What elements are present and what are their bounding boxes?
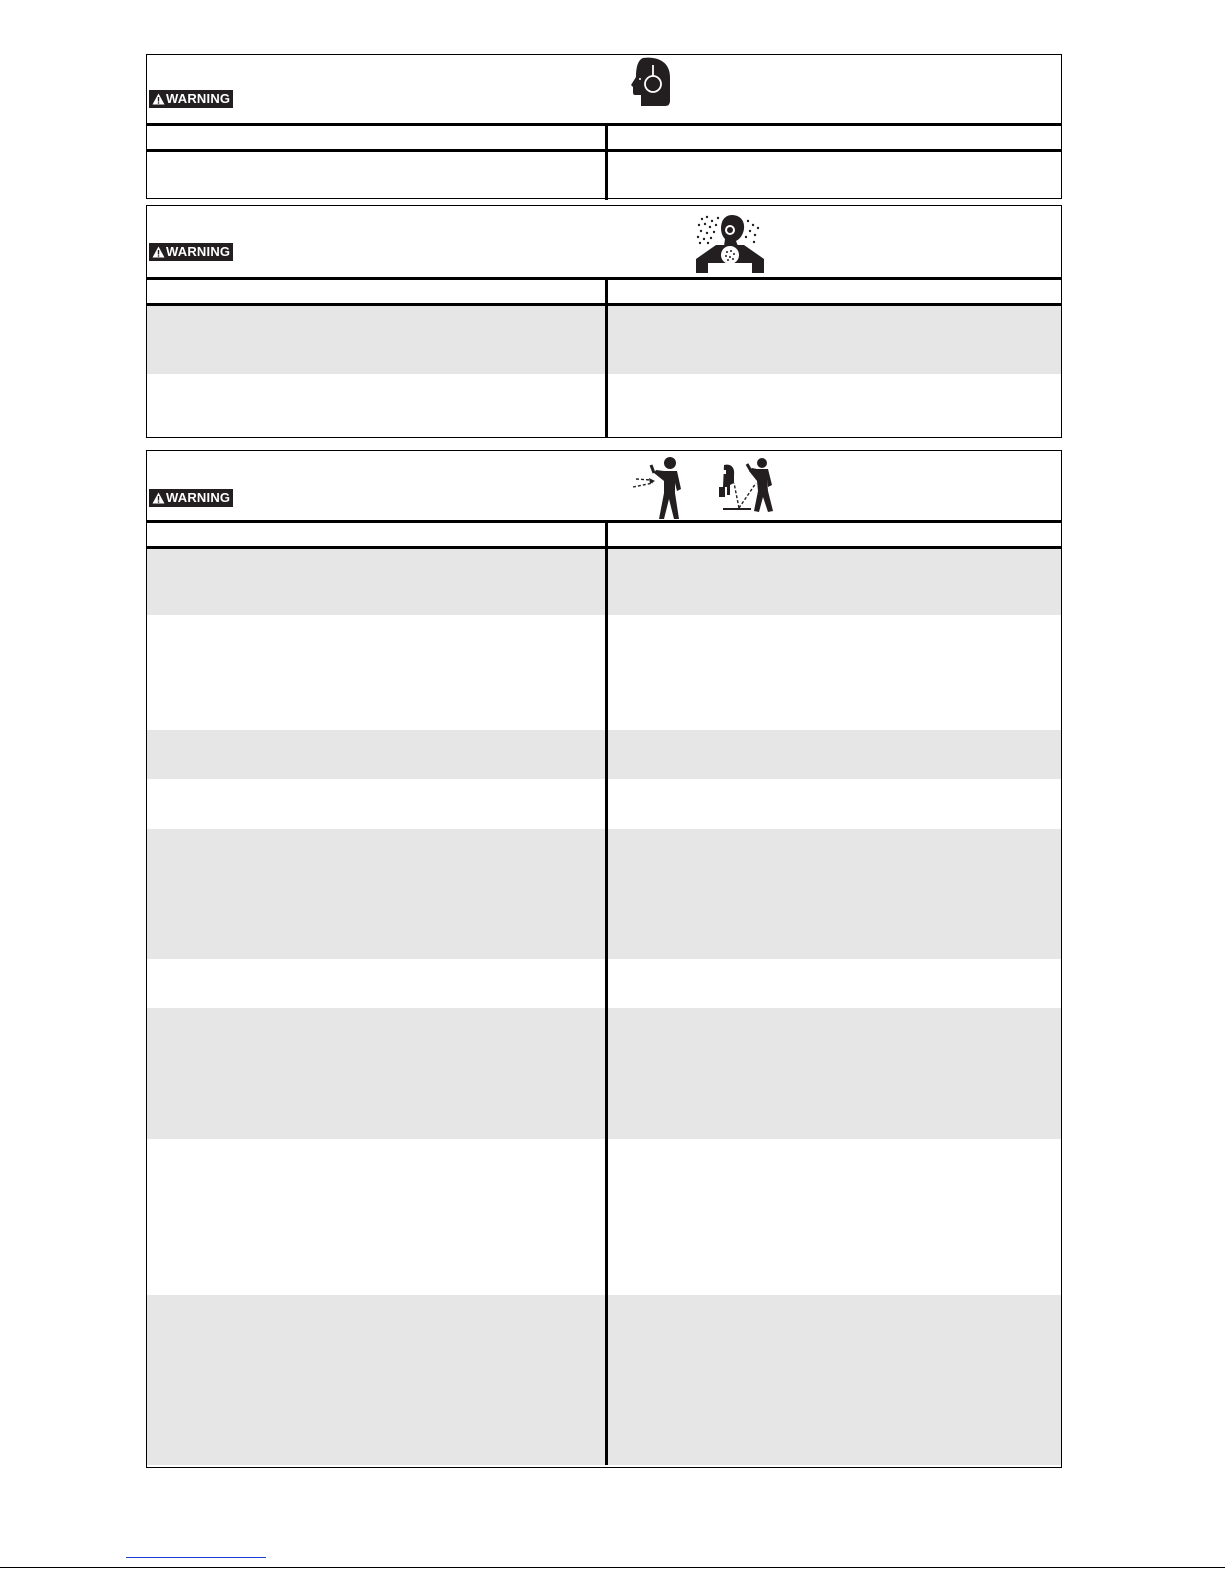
footer-rule bbox=[0, 1567, 1225, 1568]
warning-badge bbox=[149, 243, 233, 261]
table-row bbox=[147, 374, 1061, 437]
warning-badge bbox=[149, 90, 233, 108]
table-cell bbox=[147, 730, 605, 779]
table-cell bbox=[147, 959, 605, 1008]
warning-panel-flying-debris bbox=[146, 450, 1062, 1468]
table-cell bbox=[605, 152, 1061, 200]
table-cell bbox=[147, 306, 605, 374]
column-header-row bbox=[147, 280, 1061, 306]
warning-badge bbox=[149, 489, 233, 507]
table-cell bbox=[147, 374, 605, 437]
column-header-left bbox=[147, 523, 605, 546]
table-row bbox=[147, 152, 1061, 200]
warning-triangle-icon bbox=[152, 246, 165, 258]
column-header-right bbox=[605, 280, 1061, 303]
warning-triangle-icon bbox=[152, 492, 165, 504]
warning-panel-respiratory bbox=[146, 205, 1062, 438]
table-row bbox=[147, 959, 1061, 1008]
column-header-row bbox=[147, 523, 1061, 549]
table-row bbox=[147, 615, 1061, 730]
hearing-protection-icon bbox=[631, 57, 673, 107]
table-cell bbox=[605, 829, 1061, 959]
table-cell bbox=[605, 306, 1061, 374]
column-header-right bbox=[605, 126, 1061, 149]
table-cell bbox=[147, 779, 605, 829]
table-cell bbox=[147, 152, 605, 200]
column-header-left bbox=[147, 126, 605, 149]
table-cell bbox=[605, 549, 1061, 615]
table-row bbox=[147, 829, 1061, 959]
table-row bbox=[147, 306, 1061, 374]
table-row bbox=[147, 1295, 1061, 1465]
warning-panel-hearing bbox=[146, 54, 1062, 199]
table-row bbox=[147, 1008, 1061, 1139]
column-header-left bbox=[147, 280, 605, 303]
warning-label: WARNING bbox=[166, 91, 231, 106]
table-cell bbox=[147, 1295, 605, 1465]
warning-triangle-icon bbox=[152, 93, 165, 105]
table-cell bbox=[147, 829, 605, 959]
warning-label: WARNING bbox=[166, 244, 231, 259]
table-cell bbox=[147, 1139, 605, 1295]
table-cell bbox=[147, 1008, 605, 1139]
table-row bbox=[147, 730, 1061, 779]
table-cell bbox=[147, 615, 605, 730]
table-cell bbox=[147, 549, 605, 615]
flying-debris-eye-protection-icon bbox=[631, 455, 791, 521]
column-header-right bbox=[605, 523, 1061, 546]
panel-header bbox=[147, 206, 1061, 280]
table-cell bbox=[605, 1008, 1061, 1139]
table-row bbox=[147, 1139, 1061, 1295]
table-cell bbox=[605, 779, 1061, 829]
table-row bbox=[147, 549, 1061, 615]
table-cell bbox=[605, 730, 1061, 779]
panel-header bbox=[147, 451, 1061, 523]
table-cell bbox=[605, 615, 1061, 730]
panel-header bbox=[147, 55, 1061, 126]
table-row bbox=[147, 779, 1061, 829]
table-cell bbox=[605, 1295, 1061, 1465]
respirator-dust-icon bbox=[696, 215, 764, 273]
table-cell bbox=[605, 959, 1061, 1008]
footer-link[interactable] bbox=[126, 1557, 266, 1558]
column-header-row bbox=[147, 126, 1061, 152]
table-cell bbox=[605, 1139, 1061, 1295]
warning-label: WARNING bbox=[166, 490, 231, 505]
table-cell bbox=[605, 374, 1061, 437]
